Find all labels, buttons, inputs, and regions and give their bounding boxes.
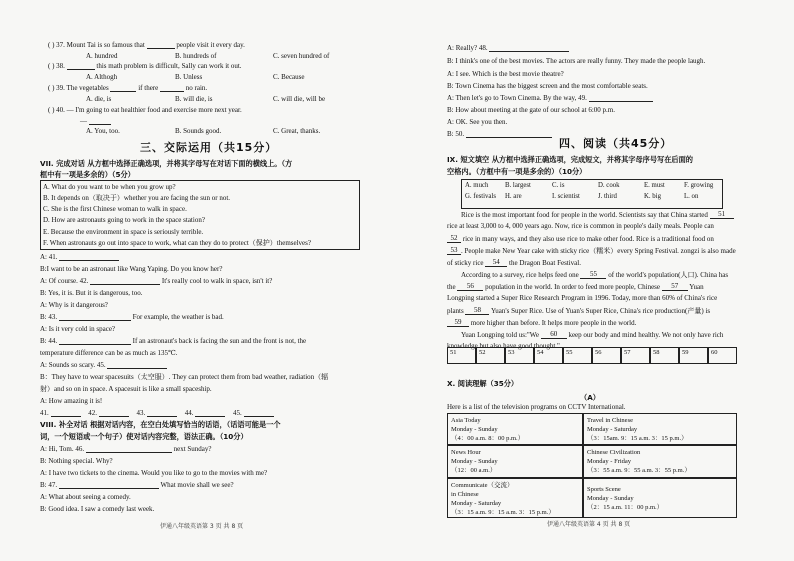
word-option: K. big xyxy=(644,193,661,201)
dialog-line: A: OK. See you then. xyxy=(447,118,508,126)
passage-line: knowledge but also have good thought." xyxy=(447,342,560,350)
dialog-line: A: How amazing it is! xyxy=(40,397,103,405)
answer-cell-53[interactable]: 53 xyxy=(505,347,534,364)
answer-blank[interactable] xyxy=(59,488,159,489)
part-9-heading: IX. 短文填空 从方框中选择正确选项，完成短文，并将其字母序号写在后面的 xyxy=(447,155,693,164)
question-40-response: — xyxy=(80,118,111,125)
dialog-line: B: I think's one of the best movies. The actors are really funny. They made the people laugh. xyxy=(447,57,706,65)
q37-option-a[interactable]: A. hundred xyxy=(86,52,118,60)
answer-cell-51[interactable]: 51 xyxy=(447,347,476,364)
answer-blank[interactable] xyxy=(589,101,653,102)
dialog-line: temperature difference can be as much as 135℃. xyxy=(40,349,178,357)
section-3-title: 三、交际运用（共15分） xyxy=(140,141,278,154)
program-days: Monday - Sunday xyxy=(451,426,498,433)
dialog-line: A: What about seeing a comedy. xyxy=(40,493,131,501)
blank-58[interactable]: 58 xyxy=(465,307,489,315)
option-b: B. It depends on（取决于）whether you are facing the sun or not. xyxy=(43,194,231,202)
dialog-line: B: 43. For example, the weather is bad. xyxy=(40,313,224,321)
passage-line: plants 58 Yuan's Super Rice. Use of Yuan's Super Rice, China's rice production(产量) is xyxy=(447,306,711,315)
passage-line: 59 more higher than before. It helps more people in the world. xyxy=(447,319,636,327)
q38-option-b[interactable]: B. Unless xyxy=(175,73,203,81)
question-40: ( ) 40. — I'm going to eat healthier food and exercise more next year. xyxy=(48,106,242,114)
dialog-line: B: 44. If an astronaut's back is facing the sun and the front is not, the xyxy=(40,337,307,345)
blank-53[interactable]: 53 xyxy=(447,247,461,255)
option-e: E. Because the environment in space is seriously terrible. xyxy=(43,228,204,236)
dialog-line: B: 47. What movie shall we see? xyxy=(40,481,234,489)
program-days: Monday - Saturday xyxy=(587,426,638,433)
dialog-line: 射）and so on in space. A spacesuit is like a small spaceship. xyxy=(40,385,212,393)
answer-blank[interactable] xyxy=(107,368,167,369)
part-10-heading: X. 阅读理解（35分） xyxy=(447,379,519,388)
answer-blank[interactable] xyxy=(89,124,111,125)
program-name: Asia Today xyxy=(451,417,481,424)
answer-blank[interactable] xyxy=(59,320,131,321)
program-time: （12：00 a.m.） xyxy=(451,467,497,474)
program-days: Monday - Friday xyxy=(587,458,632,465)
answer-blank[interactable] xyxy=(59,260,119,261)
part-7-heading: VII. 完成对话 从方框中选择正确选项，并将其字母写在对话下面的横线上。（方 xyxy=(40,159,293,168)
option-a: A. What do you want to be when you grow up? xyxy=(43,183,176,191)
answer-cell-54[interactable]: 54 xyxy=(534,347,563,364)
dialog-line: A: I have two tickets to the cinema. Would you like to go to the movies with me? xyxy=(40,469,268,477)
tv-program-cell xyxy=(583,413,737,445)
q39-option-a[interactable]: A. die, is xyxy=(86,95,112,103)
passage-line: According to a survey, rice helps feed one 55 of the world's population(人口). China has xyxy=(461,270,729,279)
question-38: ( ) 38. this math problem is difficult, Sally can work it out. xyxy=(48,62,242,70)
tv-program-cell xyxy=(447,413,583,445)
tv-program-cell xyxy=(583,445,737,478)
option-d: D. How are astronauts going to work in the space station? xyxy=(43,216,205,224)
passage-line: rice at least 3,000 to 4, 000 years ago. Now, rice is common in people's daily meals. People can xyxy=(447,222,714,230)
passage-line: Yuan Longping told us:"We 60 keep our body and mind healthy. We not only have rich xyxy=(461,330,724,339)
part-8-heading-cont: 词，一个短语或一个句子）使对话内容完整，语法正确。（10分） xyxy=(40,432,248,441)
dialog-line: A: I see. Which is the best movie theatre? xyxy=(447,70,564,78)
passage-line: the 56 population in the world. In order to feed more people, Chinese 57 Yuan xyxy=(447,282,704,291)
word-option: J. third xyxy=(598,193,617,201)
answer-line-41-45: 41. 42. 43. 44. 45. xyxy=(40,410,274,417)
dialog-line: B:I want to be an astronaut like Wang Yaping. Do you know her? xyxy=(40,265,223,273)
q40-option-a[interactable]: A. You, too. xyxy=(86,127,120,135)
program-name: Chinese Civilization xyxy=(587,449,641,456)
word-option: B. largest xyxy=(505,182,531,190)
word-option: E. must xyxy=(644,182,665,190)
answer-blank[interactable] xyxy=(51,416,81,417)
blank-54[interactable]: 54 xyxy=(485,259,507,267)
program-time: （3：15am. 9：15 a.m. 3：15 p.m.） xyxy=(587,435,688,442)
dialog-line: B: How about meeting at the gate of our school at 6:00 p.m. xyxy=(447,106,615,114)
dialog-line: A: Hi, Tom. 46. next Sunday? xyxy=(40,445,212,453)
tv-program-cell xyxy=(583,478,737,518)
dialog-line: A: Why is it dangerous? xyxy=(40,301,108,309)
answer-blank[interactable] xyxy=(489,51,569,52)
program-time: （2：15 a.m. 11：00 p.m.） xyxy=(587,504,664,511)
answer-blank[interactable] xyxy=(99,416,129,417)
word-option: G. festivals xyxy=(465,193,496,201)
q39-option-c[interactable]: C. will die, will be xyxy=(273,95,326,103)
dialog-line: B：They have to wear spacesuits（太空服）. They can protect them from bad weather, radiation（辐 xyxy=(40,373,329,381)
blank-52[interactable]: 52 xyxy=(447,235,461,243)
blank-59[interactable]: 59 xyxy=(447,319,469,327)
word-option: F. growing xyxy=(684,182,714,190)
q40-option-b[interactable]: B. Sounds good. xyxy=(175,127,222,135)
program-name: Travel in Chinese xyxy=(587,417,633,424)
answer-blank[interactable] xyxy=(86,452,172,453)
passage-line: of sticky rice 54 the Dragon Boat Festival. xyxy=(447,258,581,267)
dialog-line: B: Yes, it is. But it is dangerous, too. xyxy=(40,289,143,297)
program-days: Monday - Saturday xyxy=(451,500,502,507)
word-bank-table xyxy=(463,181,726,203)
q37-option-b[interactable]: B. hundreds of xyxy=(175,52,217,60)
program-name: Communicate（交流） xyxy=(451,482,514,489)
page-footer: 伊通八年级英语第 3 页 共 8 页 xyxy=(160,523,244,530)
answer-cell-60[interactable]: 60 xyxy=(708,347,737,364)
dialog-line: B: Nothing special. Why? xyxy=(40,457,113,465)
blank-57[interactable]: 57 xyxy=(662,283,688,291)
answer-blank[interactable] xyxy=(110,91,136,92)
blank-56[interactable]: 56 xyxy=(457,283,483,291)
answer-blank[interactable] xyxy=(195,416,225,417)
dialog-line: A: Is it very cold in space? xyxy=(40,325,116,333)
part-8-heading: VIII. 补全对话 根据对话内容，在空白处填写恰当的话语，（话语可能是一个 xyxy=(40,420,281,429)
program-time: （3：15 a.m. 9：15 a.m. 3：15 p.m.） xyxy=(451,509,555,516)
part-9-heading-cont: 空格内。（方框中有一项是多余的）（10分） xyxy=(447,167,587,176)
program-time: （4：00 a.m. 8：00 p.m.） xyxy=(451,435,525,442)
part-10-subheading: （A） xyxy=(580,393,600,402)
word-option: I. scientist xyxy=(552,193,580,201)
dialog-line: A: Then let's go to Town Cinema. By the way, 49. xyxy=(447,95,653,102)
program-time: （3：55 a.m. 9：55 a.m. 3：55 p.m.） xyxy=(587,467,691,474)
q40-option-c[interactable]: C. Great, thanks. xyxy=(273,127,321,135)
q38-option-c[interactable]: C. Because xyxy=(273,73,305,81)
dialog-line: B: 50. xyxy=(447,131,552,138)
answer-blank[interactable] xyxy=(160,91,184,92)
section-4-title: 四、阅读（共45分） xyxy=(559,137,673,150)
word-option: C. is xyxy=(552,182,565,190)
page-footer: 伊通八年级英语第 4 页 共 8 页 xyxy=(547,521,631,528)
part-7-heading-cont: 框中有一项是多余的）（5分） xyxy=(40,170,135,179)
passage-line: Longping started a Super Rice Research Program in 1996. Today, more than 60% of China's rice xyxy=(447,294,718,302)
answer-cell-59[interactable]: 59 xyxy=(679,347,708,364)
tv-intro: Here is a list of the television programs on CCTV International. xyxy=(447,403,626,411)
word-option: A. much xyxy=(465,182,489,190)
dialog-line: B: Good idea. I saw a comedy last week. xyxy=(40,505,155,513)
answer-blank[interactable] xyxy=(244,416,274,417)
blank-60[interactable]: 60 xyxy=(541,331,567,339)
answer-blank[interactable] xyxy=(147,48,175,49)
program-name: News Hour xyxy=(451,449,481,456)
program-name-cont: in Chinese xyxy=(451,491,479,498)
dialog-line: A: Sounds so scary. 45. xyxy=(40,362,167,369)
passage-line: Rice is the most important food for people in the world. Scientists say that China started 51 xyxy=(461,211,734,219)
program-days: Monday - Sunday xyxy=(587,495,634,502)
answer-blank[interactable] xyxy=(67,69,95,70)
question-37: ( ) 37. Mount Tai is so famous that people visit it every day. xyxy=(48,41,245,49)
dialog-line: A: Of course. 42. It's really cool to walk in space, isn't it? xyxy=(40,277,273,285)
answer-blank[interactable] xyxy=(59,344,131,345)
blank-55[interactable]: 55 xyxy=(580,271,606,279)
program-name: Sports Scene xyxy=(587,486,621,493)
q39-option-b[interactable]: B. will die, is xyxy=(175,95,213,103)
q37-option-c[interactable]: C. seven hundred of xyxy=(273,52,330,60)
program-days: Monday - Sunday xyxy=(451,458,498,465)
answer-cell-57[interactable]: 57 xyxy=(621,347,650,364)
dialog-line: B: Town Cinema has the biggest screen and the most comfortable seats. xyxy=(447,82,648,90)
dialog-line: A: 41. xyxy=(40,254,119,261)
blank-51[interactable]: 51 xyxy=(710,211,734,219)
passage-line: 52 rice in many ways, and they also use rice to make other food. Rice is a traditional food on xyxy=(447,235,714,243)
answer-blank[interactable] xyxy=(466,137,552,138)
answer-cell-52[interactable]: 52 xyxy=(476,347,505,364)
question-39: ( ) 39. The vegetables if there no rain. xyxy=(48,84,208,92)
dialog-line: A: Really? 48. xyxy=(447,45,569,52)
tv-program-cell xyxy=(447,445,583,478)
tv-program-cell xyxy=(447,478,583,518)
answer-cell-56[interactable]: 56 xyxy=(592,347,621,364)
option-c: C. She is the first Chinese woman to walk in space. xyxy=(43,205,187,213)
word-option: L. on xyxy=(684,193,699,201)
option-f: F. When astronauts go out into space to work, what can they do to protect（保护）themselves? xyxy=(43,239,311,247)
passage-line: 53 . People make New Year cake with sticky rice（糯米）every Spring Festival. zongzi is also made xyxy=(447,247,736,255)
word-option: H. are xyxy=(505,193,522,201)
word-option: D. cook xyxy=(598,182,620,190)
answer-cell-58[interactable]: 58 xyxy=(650,347,679,364)
q38-option-a[interactable]: A. Althogh xyxy=(86,73,118,81)
answer-cell-55[interactable]: 55 xyxy=(563,347,592,364)
answer-blank[interactable] xyxy=(147,416,177,417)
answer-blank[interactable] xyxy=(90,284,160,285)
